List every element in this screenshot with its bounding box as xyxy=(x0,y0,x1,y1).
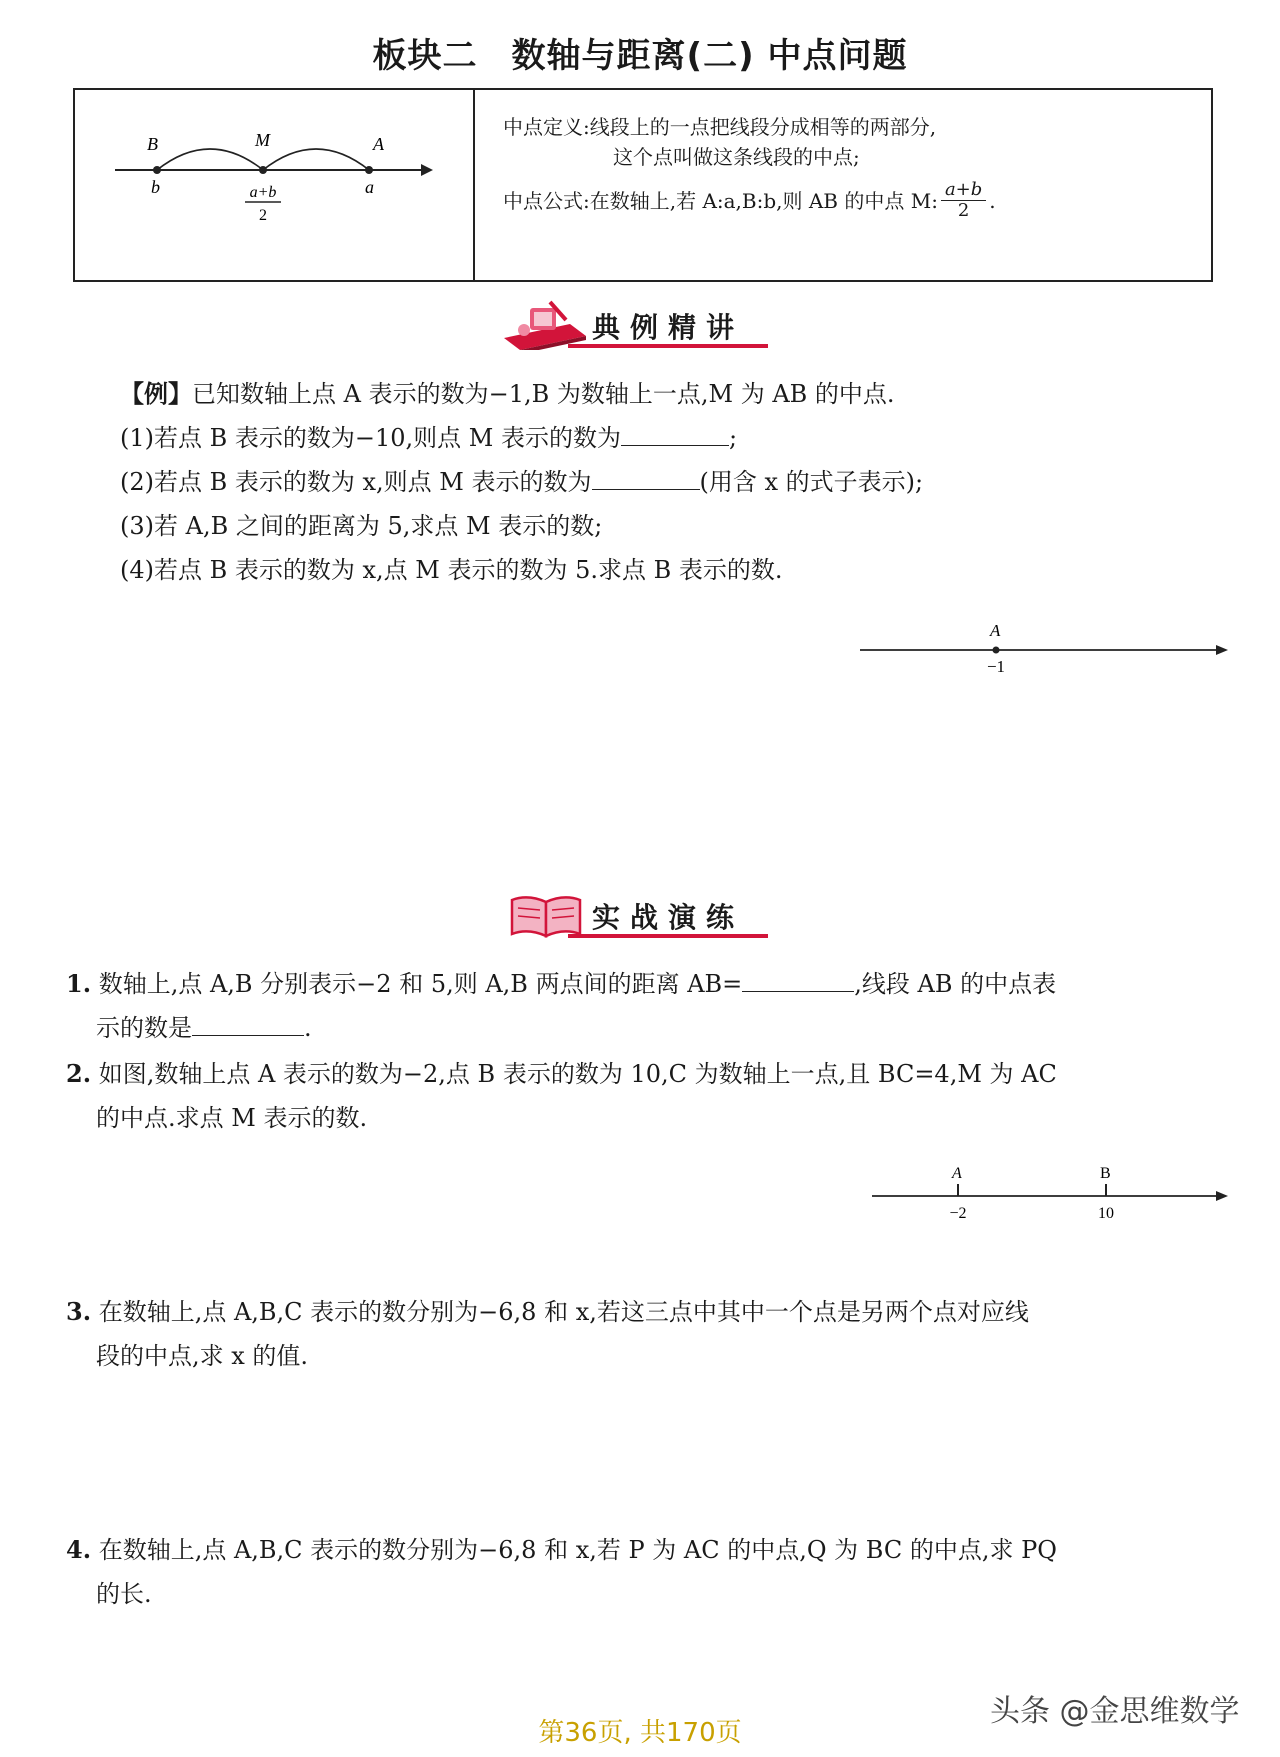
definition-line2: 这个点叫做这条线段的中点; xyxy=(613,145,860,169)
axis-label-A: A xyxy=(952,1165,962,1182)
q2-answer-blank[interactable] xyxy=(592,461,700,490)
label-b: b xyxy=(151,177,160,197)
exercise-3-text: 在数轴上,点 A,B,C 表示的数分别为−6,8 和 x,若这三点中其中一个点是另两个点对应线 xyxy=(98,1298,1029,1326)
heading-underline xyxy=(568,934,768,938)
label-mid-den: 2 xyxy=(259,207,267,224)
open-book-icon xyxy=(508,890,584,940)
heading-underline xyxy=(568,344,768,348)
midpoint-diagram xyxy=(115,130,435,240)
example-q3: (3)若 A,B 之间的距离为 5,求点 M 表示的数; xyxy=(120,512,603,540)
title-part2: 数轴与距离(二) 中点问题 xyxy=(511,36,908,76)
exercise-3-line1 xyxy=(66,1290,1029,1334)
arc-right xyxy=(263,149,369,170)
exercise-2-text: 如图,数轴上点 A 表示的数为−2,点 B 表示的数为 10,C 为数轴上一点,且 BC=4,M 为 AC xyxy=(98,1060,1057,1088)
pen-stand-icon xyxy=(500,300,590,350)
example-point-A xyxy=(993,647,1000,654)
exercise-4-number: 4. xyxy=(66,1535,92,1564)
axis-value-B: 10 xyxy=(1098,1205,1114,1222)
point-m xyxy=(259,166,267,174)
example-q4: (4)若点 B 表示的数为 x,点 M 表示的数为 5.求点 B 表示的数. xyxy=(120,556,783,584)
formula-line xyxy=(503,180,996,221)
page-title xyxy=(0,28,1280,77)
exercise-1-end: . xyxy=(304,1014,312,1042)
exercise-2-number: 2. xyxy=(66,1059,92,1088)
example-number-line xyxy=(860,616,1230,676)
watermark: 头条 @金思维数学 xyxy=(990,1694,1240,1729)
exercise-1-blank-midpoint[interactable] xyxy=(192,1007,304,1036)
exercise-3-line2: 段的中点,求 x 的值. xyxy=(96,1342,309,1370)
exercise-1-line1 xyxy=(66,962,1056,1006)
label-a: a xyxy=(365,177,374,197)
exercise-4-line1 xyxy=(66,1528,1057,1572)
exercise-1-text-cont: ,线段 AB 的中点表 xyxy=(854,970,1057,998)
section-banner-examples xyxy=(500,300,800,350)
q1-end: ; xyxy=(729,424,738,452)
label-mid-num: a+b xyxy=(249,184,277,201)
box-divider xyxy=(473,90,475,280)
exercise-4-text: 在数轴上,点 A,B,C 表示的数分别为−6,8 和 x,若 P 为 AC 的中点,Q 为 BC 的中点,求 PQ xyxy=(98,1536,1057,1564)
q2-end: (用含 x 的式子表示); xyxy=(699,468,924,496)
section-heading-examples: 典例精讲 xyxy=(592,311,745,344)
label-A: A xyxy=(373,134,384,154)
axis-label-B: B xyxy=(1100,1165,1111,1182)
label-M: M xyxy=(255,130,270,150)
exercise-3-number: 3. xyxy=(66,1297,92,1326)
point-b xyxy=(153,166,161,174)
exercise-2-line1 xyxy=(66,1052,1057,1096)
example-q1 xyxy=(120,416,737,460)
example-q2 xyxy=(120,460,923,504)
formula-text: 中点公式:在数轴上,若 A:a,B:b,则 AB 的中点 M: xyxy=(503,188,938,213)
exercise-2-number-line xyxy=(872,1160,1232,1222)
q1-text: (1)若点 B 表示的数为−10,则点 M 表示的数为 xyxy=(120,424,621,452)
formula-den: 2 xyxy=(957,200,970,221)
formula-fraction xyxy=(941,180,986,221)
point-a xyxy=(365,166,373,174)
label-B: B xyxy=(147,134,158,154)
arc-left xyxy=(157,149,263,170)
definition-line1: 中点定义:线段上的一点把线段分成相等的两部分, xyxy=(503,115,937,139)
axis-value-A: −2 xyxy=(949,1205,967,1222)
exercise-1-line2 xyxy=(96,1006,312,1050)
example-axis-label: A xyxy=(990,621,1001,640)
example-stem: 已知数轴上点 A 表示的数为−1,B 为数轴上一点,M 为 AB 的中点. xyxy=(192,380,895,408)
exercise-4-line2: 的长. xyxy=(96,1580,152,1608)
section-banner-practice xyxy=(500,890,800,940)
example-tag: 【例】 xyxy=(120,379,192,408)
formula-end: . xyxy=(989,188,996,213)
exercise-1-text: 数轴上,点 A,B 分别表示−2 和 5,则 A,B 两点间的距离 AB= xyxy=(98,970,743,998)
definition-box xyxy=(73,88,1213,282)
formula-num: a+b xyxy=(941,180,986,201)
example-stem-line xyxy=(120,372,895,416)
title-part1: 板块二 xyxy=(372,36,478,76)
page-number-footer: 第36页, 共170页 xyxy=(538,1718,742,1748)
example-axis-value: −1 xyxy=(986,657,1006,676)
exercise-1-number: 1. xyxy=(66,969,92,998)
q2-text: (2)若点 B 表示的数为 x,则点 M 表示的数为 xyxy=(120,468,592,496)
exercise-1-blank-distance[interactable] xyxy=(742,963,854,992)
section-heading-practice: 实战演练 xyxy=(592,901,745,934)
exercise-2-line2: 的中点.求点 M 表示的数. xyxy=(96,1104,368,1132)
axis-arrow xyxy=(421,164,433,176)
q1-answer-blank[interactable] xyxy=(621,417,729,446)
exercise-1-text-2: 示的数是 xyxy=(96,1014,192,1042)
